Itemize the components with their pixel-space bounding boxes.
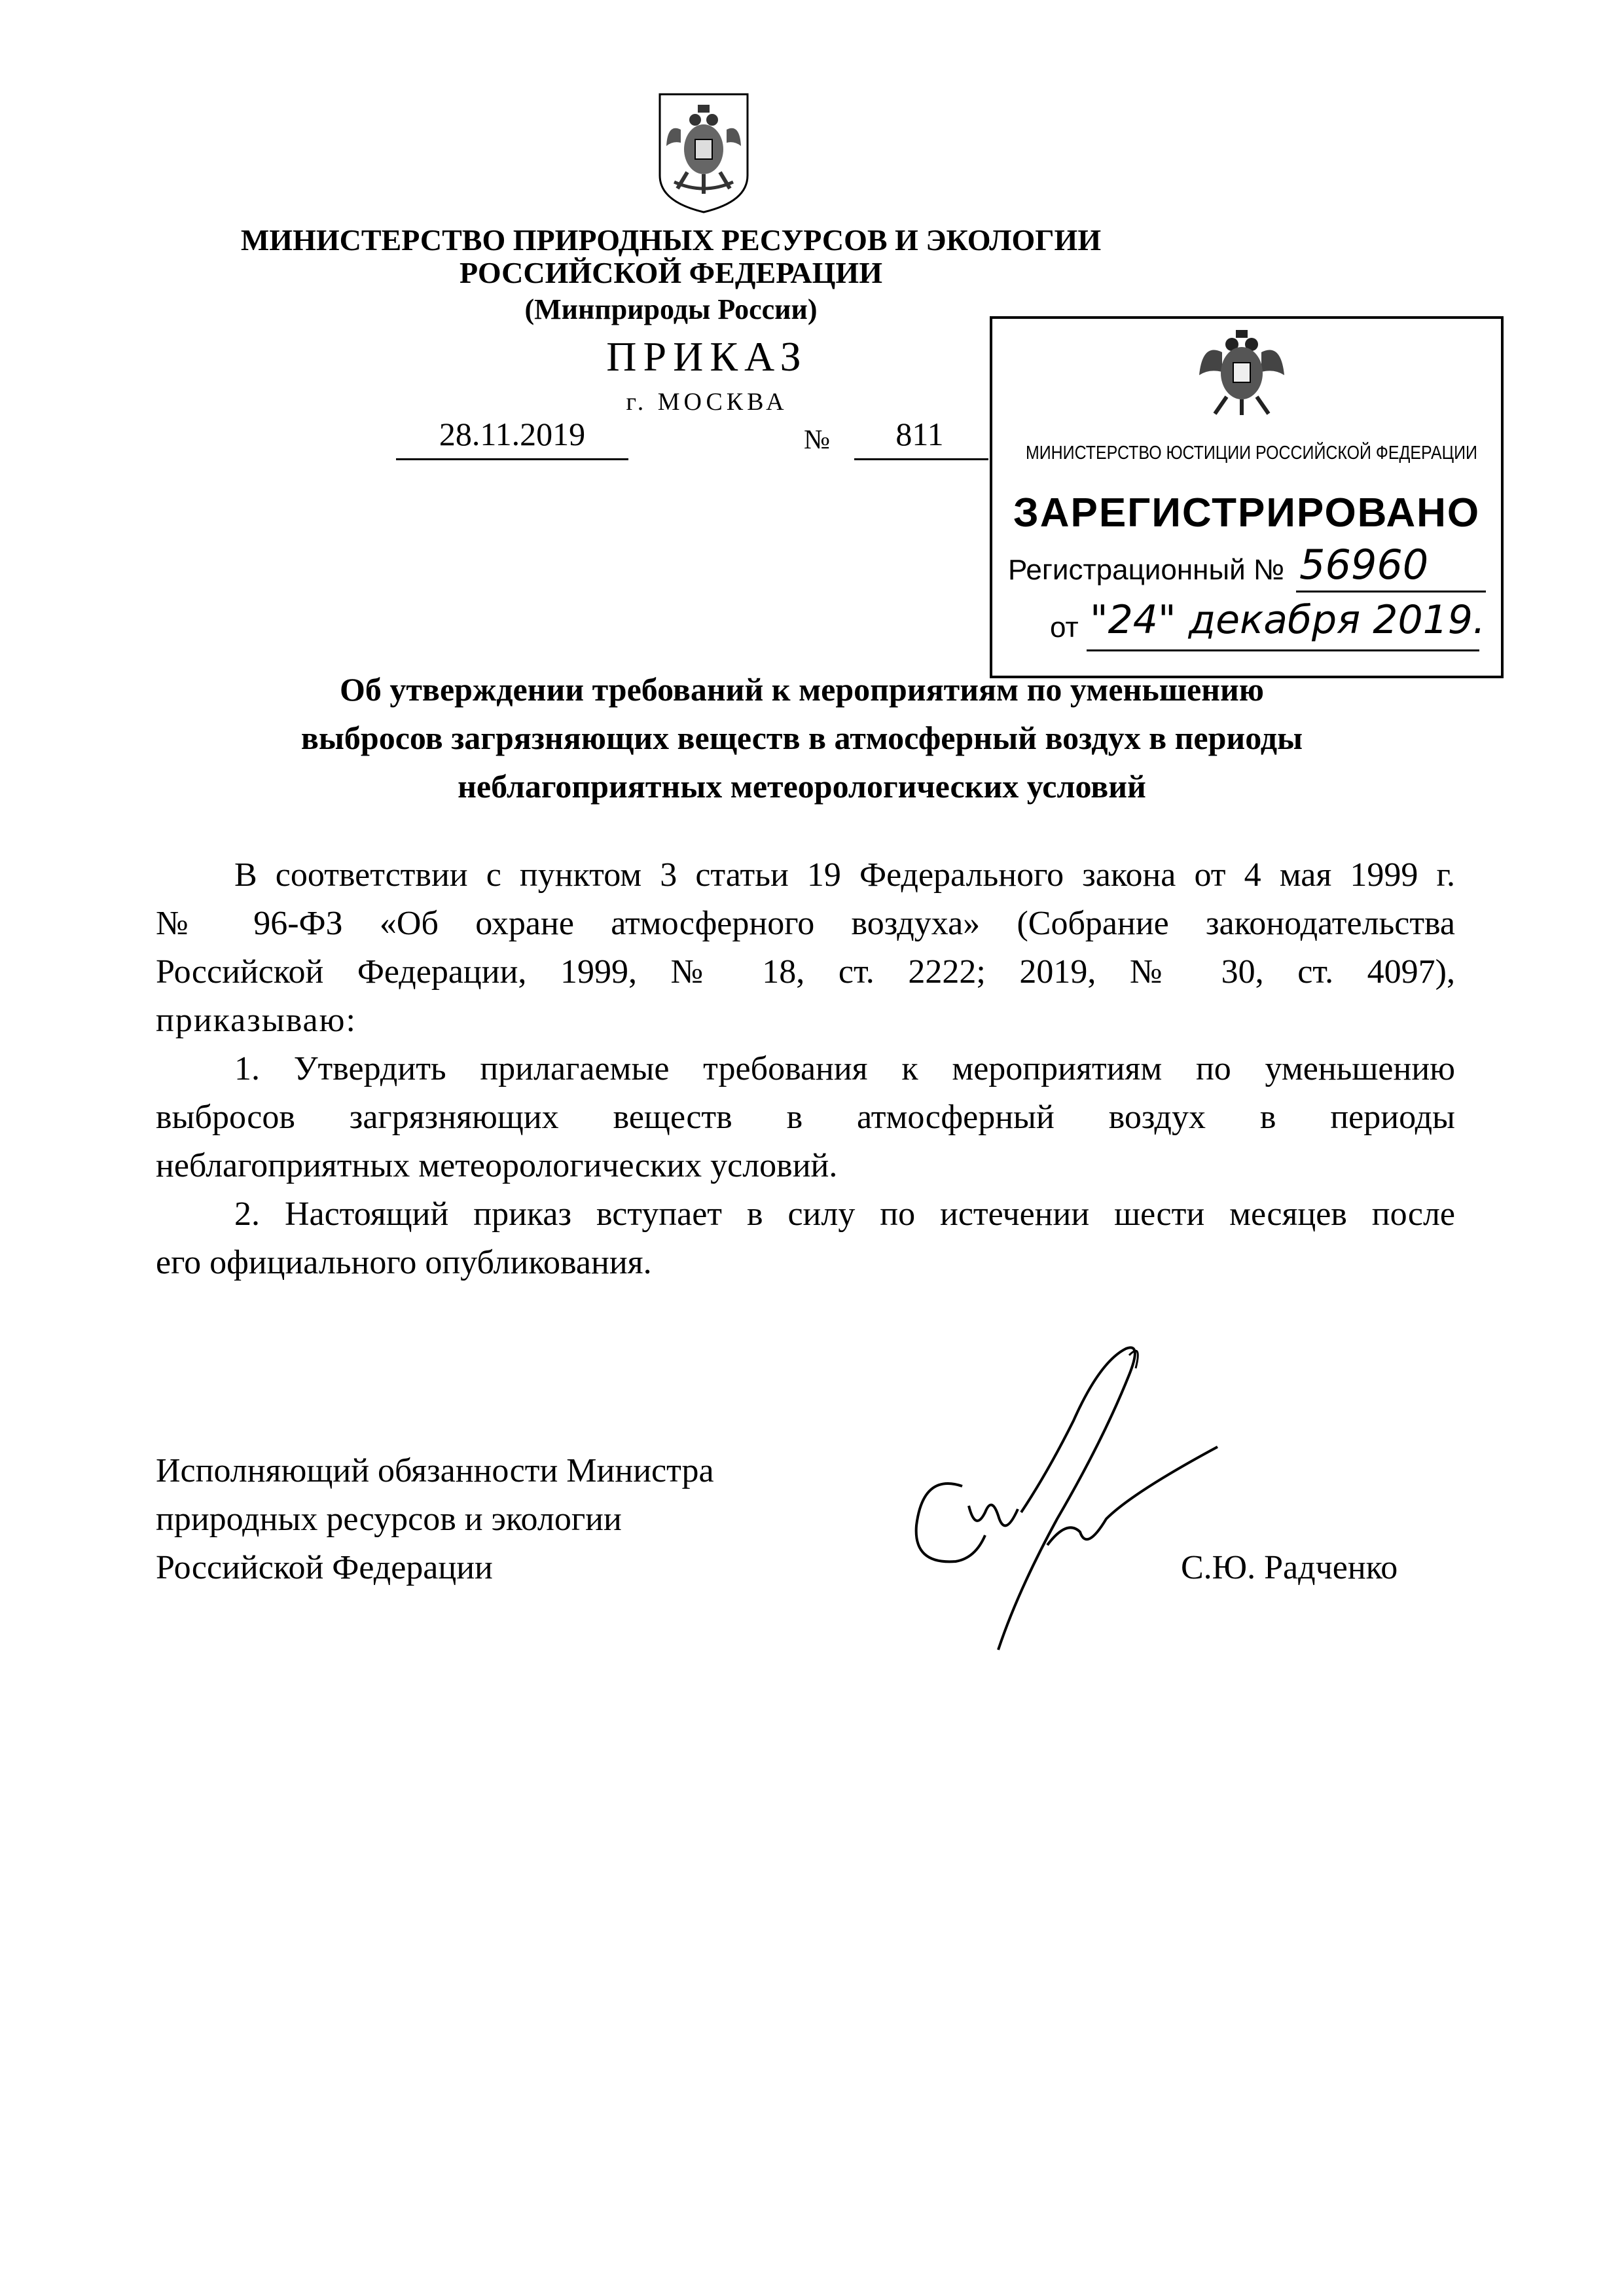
registration-number-underline xyxy=(1296,591,1486,592)
stamp-status: ЗАРЕГИСТРИРОВАНО xyxy=(1013,490,1481,536)
document-type: ПРИКАЗ xyxy=(606,333,808,380)
signer-position-line2: природных ресурсов и экологии xyxy=(156,1501,622,1538)
number-sign: № xyxy=(804,425,831,455)
stamp-ministry-name: МИНИСТЕРСТВО ЮСТИЦИИ РОССИЙСКОЙ ФЕДЕРАЦИИ xyxy=(1025,443,1477,464)
stamp-date-prefix: от xyxy=(1050,611,1079,644)
signer-name: С.Ю. Радченко xyxy=(1181,1549,1398,1586)
preamble-line: В соответствии с пунктом 3 статьи 19 Федерального закона от 4 мая 1999 г. xyxy=(234,856,1455,894)
document-date: 28.11.2019 xyxy=(439,416,586,452)
stamp-registration-date: "24" декабря 2019. xyxy=(1090,597,1486,643)
order-item-1-line: выбросов загрязняющих веществ в атмосферный воздух в периоды xyxy=(156,1099,1455,1136)
document-city: г. МОСКВА xyxy=(626,388,788,416)
coat-of-arms-emblem xyxy=(655,90,753,215)
stamp-registration-label: Регистрационный № xyxy=(1008,554,1285,586)
registration-date-underline xyxy=(1087,649,1479,651)
document-number: 811 xyxy=(895,416,944,452)
document-title-line1: Об утверждении требований к мероприятиям по уменьшению xyxy=(339,671,1264,708)
document-title-line2: выбросов загрязняющих веществ в атмосферный воздух в периоды xyxy=(300,720,1303,756)
signer-position-line1: Исполняющий обязанности Министра xyxy=(156,1452,714,1489)
order-item-1-line: 1. Утвердить прилагаемые требования к мероприятиям по уменьшению xyxy=(234,1050,1455,1087)
preamble-line: приказываю: xyxy=(156,1002,357,1039)
order-item-2-line: его официального опубликования. xyxy=(156,1244,652,1281)
document-title-line3: неблагоприятных метеорологических условий xyxy=(458,768,1146,805)
preamble-line: Российской Федерации, 1999, № 18, ст. 2222; 2019, № 30, ст. 4097), xyxy=(156,953,1455,991)
order-item-2-line: 2. Настоящий приказ вступает в силу по истечении шести месяцев после xyxy=(234,1195,1455,1233)
ministry-name-line1: МИНИСТЕРСТВО ПРИРОДНЫХ РЕСУРСОВ И ЭКОЛОГИИ xyxy=(240,223,1102,257)
preamble-line: № 96-ФЗ «Об охране атмосферного воздуха» (Собрание законодательства xyxy=(156,905,1455,942)
date-underline xyxy=(396,458,628,460)
order-item-1-line: неблагоприятных метеорологических условий. xyxy=(156,1147,838,1184)
stamp-registration-number: 56960 xyxy=(1299,541,1429,589)
ministry-short-name: (Минприроды России) xyxy=(524,293,818,325)
stamp-eagle-icon xyxy=(1193,326,1291,418)
signer-position-line3: Российской Федерации xyxy=(156,1549,493,1586)
handwritten-signature xyxy=(871,1329,1237,1669)
number-underline xyxy=(854,458,988,460)
ministry-name-line2: РОССИЙСКОЙ ФЕДЕРАЦИИ xyxy=(460,256,882,289)
